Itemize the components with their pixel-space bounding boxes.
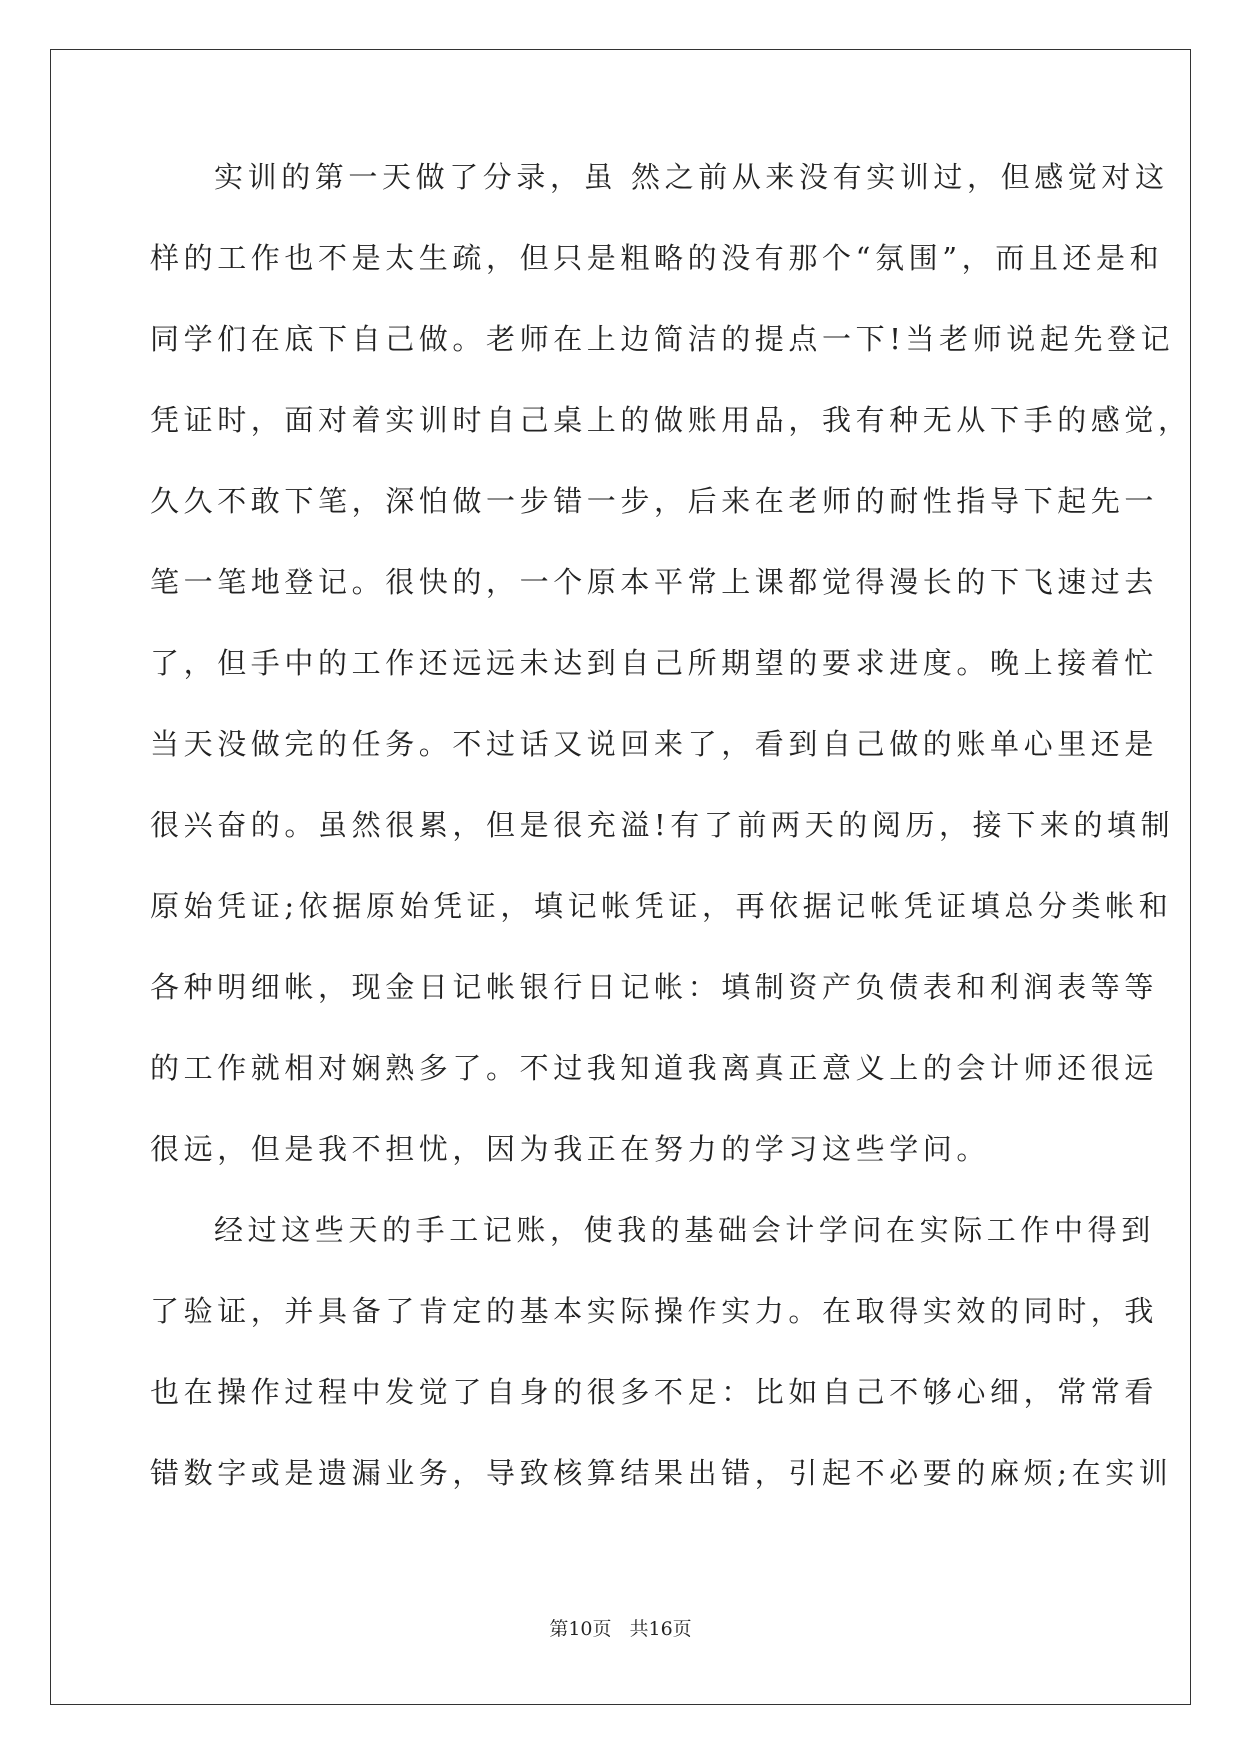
paragraph-1 — [150, 157, 1192, 1210]
page-total: 共16页 — [629, 1618, 692, 1640]
text-line: 很远，但是我不担忧，因为我正在努力的学习这些学问。 — [150, 1132, 991, 1166]
text-line: 原始凭证;依据原始凭证，填记帐凭证，再依据记帐凭证填总分类帐和 — [150, 889, 1173, 923]
text-line: 也在操作过程中发觉了自身的很多不足：比如自己不够心细，常常看 — [150, 1375, 1159, 1409]
text-line: 当天没做完的任务。不过话又说回来了，看到自己做的账单心里还是 — [150, 727, 1159, 761]
text-line: 同学们在底下自己做。老师在上边简洁的提点一下!当老师说起先登记 — [150, 322, 1175, 356]
text-line: 错数字或是遗漏业务，导致核算结果出错，引起不必要的麻烦;在实训 — [150, 1456, 1173, 1490]
text-line: 久久不敢下笔，深怕做一步错一步，后来在老师的耐性指导下起先一 — [150, 484, 1159, 518]
text-line: 各种明细帐，现金日记帐银行日记帐：填制资产负债表和利润表等等 — [150, 970, 1159, 1004]
document-body — [150, 157, 1192, 1534]
text-line: 实训的第一天做了分录，虽 然之前从来没有实训过，但感觉对这 — [214, 160, 1169, 194]
paragraph-2 — [150, 1210, 1173, 1534]
text-line: 经过这些天的手工记账，使我的基础会计学问在实际工作中得到 — [214, 1213, 1155, 1247]
text-line: 笔一笔地登记。很快的，一个原本平常上课都觉得漫长的下飞速过去 — [150, 565, 1159, 599]
text-line: 样的工作也不是太生疏，但只是粗略的没有那个“氛围”，而且还是和 — [150, 241, 1164, 275]
text-line: 凭证时，面对着实训时自己桌上的做账用品，我有种无从下手的感觉， — [150, 403, 1192, 437]
text-line: 很兴奋的。虽然很累，但是很充溢!有了前两天的阅历，接下来的填制 — [150, 808, 1175, 842]
text-line: 了验证，并具备了肯定的基本实际操作实力。在取得实效的同时，我 — [150, 1294, 1159, 1328]
text-line: 的工作就相对娴熟多了。不过我知道我离真正意义上的会计师还很远 — [150, 1051, 1159, 1085]
page-footer — [0, 1614, 1241, 1641]
text-line: 了，但手中的工作还远远未达到自己所期望的要求进度。晚上接着忙 — [150, 646, 1159, 680]
page-number: 第10页 — [549, 1618, 612, 1640]
